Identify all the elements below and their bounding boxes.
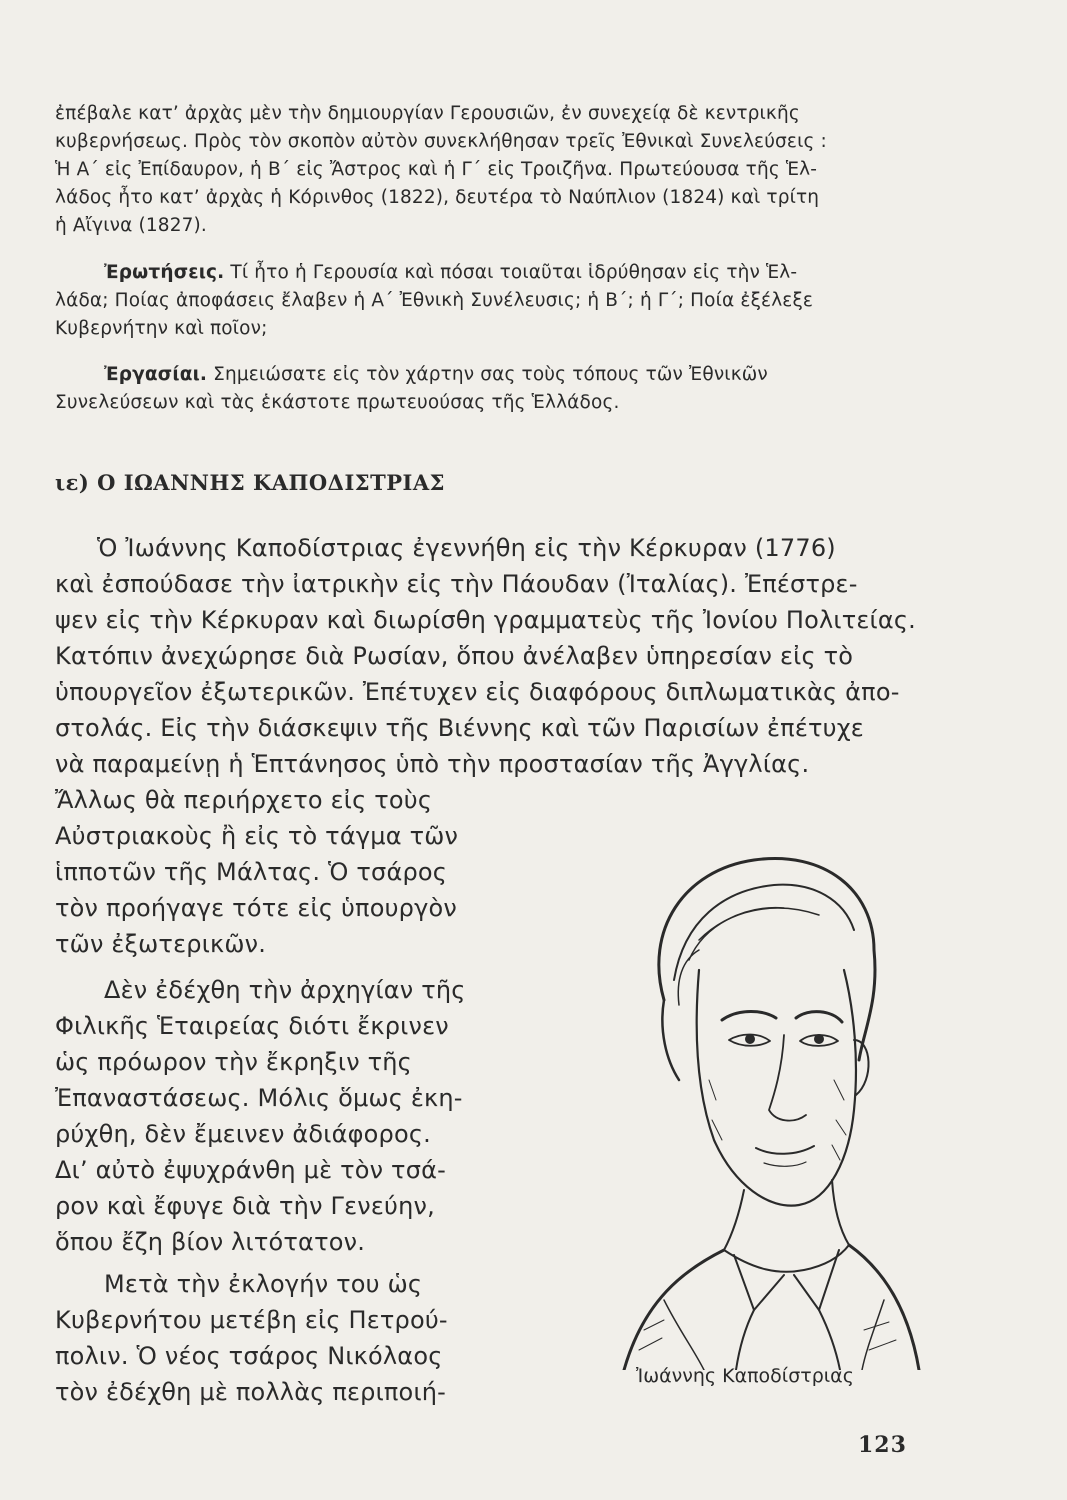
body-line-6: στολάς. Εἰς τὴν διάσκεψιν τῆς Βιέννης καὶ τῶν Παρισίων ἐπέτυχε <box>55 714 864 742</box>
exercises-text: Σημειώσατε εἰς τὸν χάρτην σας τοὺς τόπους τῶν Ἐθνικῶν <box>207 364 768 385</box>
exercises-label: Ἐργασίαι. <box>104 364 208 385</box>
intro-line-1: ἐπέβαλε κατ’ ἀρχὰς μὲν τὴν δημιουργίαν Γερουσιῶν, ἐν συνεχείᾳ δὲ κεντρικῆς <box>55 103 800 124</box>
exercises-line-2: Συνελεύσεων καὶ τὰς ἑκάστοτε πρωτευούσας τῆς Ἑλλάδος. <box>55 392 620 413</box>
exercises-line-1 <box>104 364 768 385</box>
body-line-23: πολιν. Ὁ νέος τσάρος Νικόλαος <box>55 1342 443 1370</box>
body-line-18: Δι’ αὐτὸ ἐψυχράνθη μὲ τὸν τσά- <box>55 1156 446 1184</box>
portrait-illustration <box>604 830 924 1370</box>
body-line-21: Μετὰ τὴν ἐκλογήν του ὡς <box>104 1270 423 1298</box>
body-line-7: νὰ παραμείνῃ ἡ Ἑπτάνησος ὑπὸ τὴν προστασίαν τῆς Ἀγγλίας. <box>55 750 810 778</box>
intro-line-5: ἡ Αἴγινα (1827). <box>55 215 207 236</box>
page-number: 123 <box>858 1432 907 1458</box>
body-line-19: ρον καὶ ἔφυγε διὰ τὴν Γενεύην, <box>55 1192 435 1220</box>
section-heading: ιε) Ο ΙΩΑΝΝΗΣ ΚΑΠΟΔΙΣΤΡΙΑΣ <box>55 470 445 495</box>
questions-line-3: Κυβερνήτην καὶ ποῖον; <box>55 318 268 339</box>
body-line-22: Κυβερνήτου μετέβη εἰς Πετρού- <box>55 1306 448 1334</box>
body-line-16: Ἐπαναστάσεως. Μόλις ὅμως ἐκη- <box>55 1084 463 1112</box>
body-line-17: ρύχθη, δὲν ἔμεινεν ἀδιάφορος. <box>55 1120 431 1148</box>
body-line-4: Κατόπιν ἀνεχώρησε διὰ Ρωσίαν, ὅπου ἀνέλαβεν ὑπηρεσίαν εἰς τὸ <box>55 642 854 670</box>
portrait-caption: Ἰωάννης Καποδίστριας <box>636 1365 854 1387</box>
body-line-1: Ὁ Ἰωάννης Καποδίστριας ἐγεννήθη εἰς τὴν Κέρκυραν (1776) <box>97 534 836 562</box>
body-line-10: ἱπποτῶν τῆς Μάλτας. Ὁ τσάρος <box>55 858 448 886</box>
body-line-12: τῶν ἐξωτερικῶν. <box>55 930 267 958</box>
body-line-24: τὸν ἐδέχθη μὲ πολλὰς περιποιή- <box>55 1378 447 1406</box>
questions-line-2: λάδα; Ποίας ἀποφάσεις ἔλαβεν ἡ Α΄ Ἐθνικὴ Συνέλευσις; ἡ Β΄; ἡ Γ΄; Ποία ἐξέλεξε <box>55 290 814 311</box>
body-line-13: Δὲν ἐδέχθη τὴν ἀρχηγίαν τῆς <box>104 976 466 1004</box>
intro-line-3: Ἡ Α΄ εἰς Ἐπίδαυρον, ἡ Β΄ εἰς Ἄστρος καὶ ἡ Γ΄ εἰς Τροιζῆνα. Πρωτεύουσα τῆς Ἑλ- <box>55 159 818 180</box>
body-line-8: Ἄλλως θὰ περιήρχετο εἰς τοὺς <box>55 786 433 814</box>
body-line-5: ὑπουργεῖον ἐξωτερικῶν. Ἐπέτυχεν εἰς διαφόρους διπλωματικὰς ἀπο- <box>55 678 900 706</box>
intro-line-2: κυβερνήσεως. Πρὸς τὸν σκοπὸν αὐτὸν συνεκλήθησαν τρεῖς Ἐθνικαὶ Συνελεύσεις : <box>55 131 827 152</box>
body-line-14: Φιλικῆς Ἑταιρείας διότι ἔκρινεν <box>55 1012 449 1040</box>
body-line-2: καὶ ἐσπούδασε τὴν ἰατρικὴν εἰς τὴν Πάουδαν (Ἰταλίας). Ἐπέστρε- <box>55 570 858 598</box>
questions-line-1 <box>104 262 797 283</box>
questions-text: Τί ἦτο ἡ Γερουσία καὶ πόσαι τοιαῦται ἱδρύθησαν εἰς τὴν Ἑλ- <box>224 262 798 283</box>
body-line-20: ὅπου ἔζη βίον λιτότατον. <box>55 1228 366 1256</box>
body-line-3: ψεν εἰς τὴν Κέρκυραν καὶ διωρίσθη γραμματεὺς τῆς Ἰονίου Πολιτείας. <box>55 606 916 634</box>
questions-label: Ἐρωτήσεις. <box>104 262 225 283</box>
body-line-11: τὸν προήγαγε τότε εἰς ὑπουργὸν <box>55 894 457 922</box>
body-line-9: Αὐστριακοὺς ἢ εἰς τὸ τάγμα τῶν <box>55 822 459 850</box>
intro-line-4: λάδος ἦτο κατ’ ἀρχὰς ἡ Κόρινθος (1822), δευτέρα τὸ Ναύπλιον (1824) καὶ τρίτη <box>55 187 820 208</box>
body-line-15: ὡς πρόωρον τὴν ἔκρηξιν τῆς <box>55 1048 412 1076</box>
